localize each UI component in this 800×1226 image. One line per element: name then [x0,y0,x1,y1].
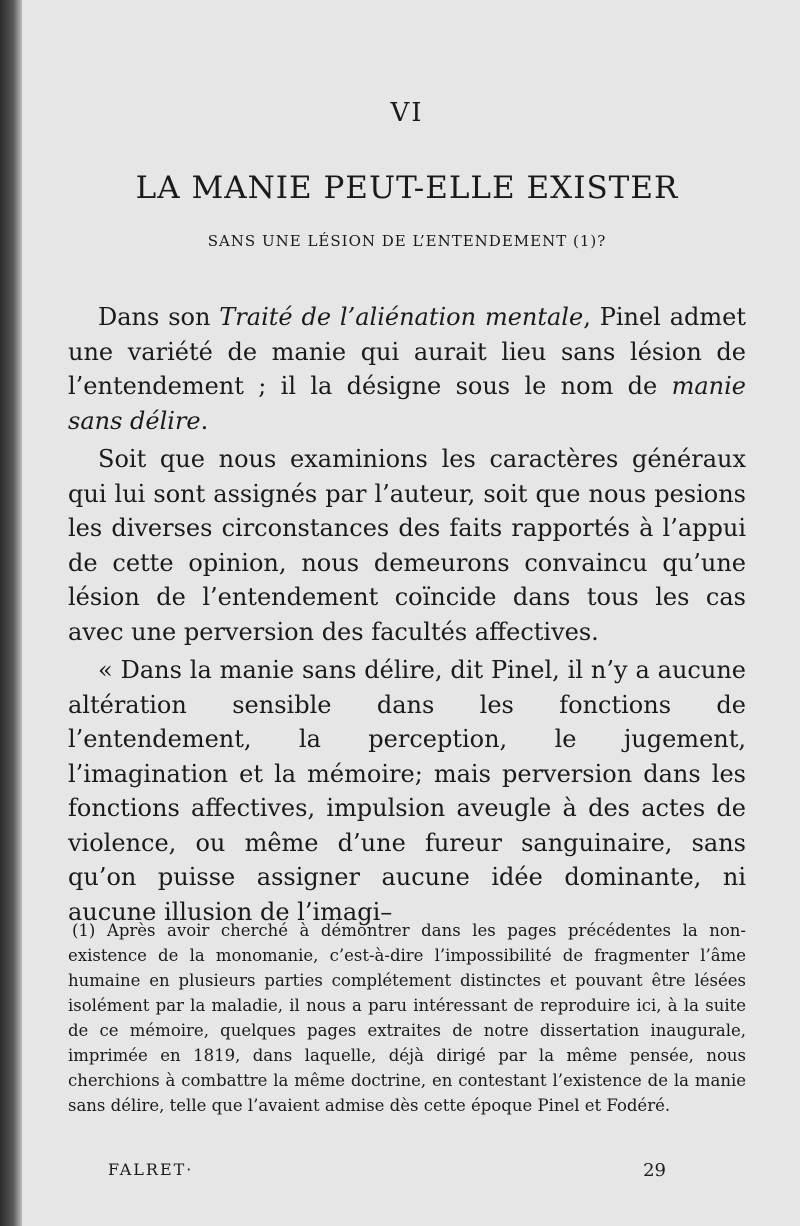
page-number: 29 [643,1160,666,1181]
body-text [68,300,746,933]
footnote-text: (1) Après avoir cherché à démontrer dans les pages précédentes la non-existence de la monomanie, c’est-à-dire l’impossibilité de fragmenter l’âme humaine en plusieurs parties complétement distinctes et pouvant être lésées isolément par la maladie, il nous a paru intéressant de reproduire ici, à la suite de ce mémoire, quelques pages extraites de notre dissertation inaugurale, imprimée en 1819, dans laquelle, déjà dirigé par la même pensée, nous cherchions à combattre la même doctrine, en contestant l’existence de la manie sans délire, telle que l’avaient admise dès cette époque Pinel et Fodéré. [68,921,746,1115]
paragraph-2: Soit que nous examinions les caractères généraux qui lui sont assignés par l’auteur, soit que nous pesions les diverses circonstances des faits rapportés à l’appui de cette opinion, nous demeurons convaincu qu’une lésion de l’entendement coïncide dans tous les cas avec une perversion des facultés affectives. [68,445,746,646]
footer-author: FALRET· [108,1160,194,1179]
page-binding-edge [0,0,22,1226]
chapter-subtitle: SANS UNE LÉSION DE L’ENTENDEMENT (1)? [207,232,607,250]
chapter-title: LA MANIE PEUT-ELLE EXISTER [135,170,679,206]
footnote [68,918,746,1118]
chapter-number: VI [390,98,424,128]
paragraph-3: « Dans la manie sans délire, dit Pinel, il n’y a aucune altération sensible dans les fonctions de l’entendement, la perception, le jugement, l’imagination et la mémoire; mais perversion dans les fonctions affectives, impulsion aveugle à des actes de violence, ou même d’une fureur sanguinaire, sans qu’on puisse assigner aucune idée dominante, ni aucune illusion de l’imagi– [68,656,746,926]
paragraph-1: Dans son Traité de l’aliénation mentale, Pinel admet une variété de manie qui aurait lieu sans lésion de l’entendement ; il la désigne sous le nom de manie sans délire. [68,303,747,435]
